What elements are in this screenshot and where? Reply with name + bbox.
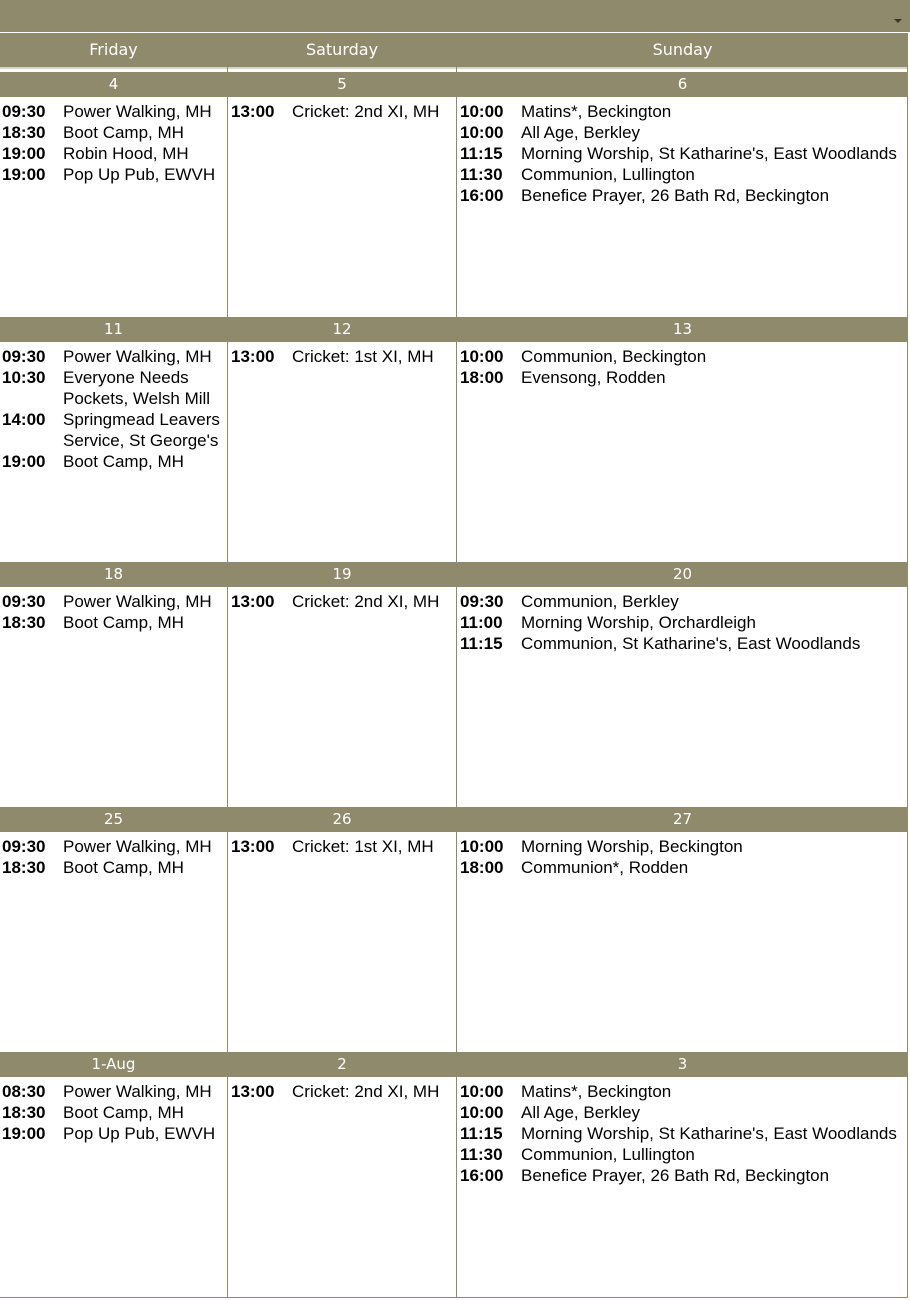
event-title: Everyone Needs Pockets, Welsh Mill	[63, 368, 211, 408]
calendar-event[interactable]	[228, 591, 456, 612]
date-label: 26	[228, 807, 456, 832]
calendar-event[interactable]	[0, 346, 227, 367]
event-time: 19:00	[2, 144, 46, 163]
date-label: 1-Aug	[0, 1052, 227, 1077]
event-time: 09:30	[2, 837, 46, 856]
day-cell	[228, 342, 456, 562]
date-label: 12	[228, 317, 456, 342]
event-title: Robin Hood, MH	[63, 144, 189, 163]
event-time: 13:00	[231, 837, 275, 856]
date-label: 18	[0, 562, 227, 587]
day-cell	[228, 587, 456, 807]
event-title: Communion, Berkley	[521, 592, 679, 611]
day-cell	[0, 1077, 227, 1297]
calendar-event[interactable]	[457, 164, 907, 185]
event-title: Pop Up Pub, EWVH	[63, 1124, 216, 1143]
calendar-event[interactable]	[457, 1165, 907, 1186]
day-cell	[457, 97, 907, 317]
event-time: 09:30	[2, 592, 46, 611]
event-title: Boot Camp, MH	[63, 613, 184, 632]
event-title: Cricket: 2nd XI, MH	[292, 1082, 440, 1101]
event-time: 13:00	[231, 1082, 275, 1101]
event-title: Power Walking, MH	[63, 1082, 212, 1101]
calendar-event[interactable]	[457, 1123, 907, 1144]
event-title: Boot Camp, MH	[63, 858, 184, 877]
event-title: Springmead Leavers Service, St George's	[63, 410, 220, 450]
date-label: 5	[228, 72, 456, 97]
calendar-event[interactable]	[228, 1081, 456, 1102]
event-time: 11:30	[460, 165, 503, 184]
calendar-event[interactable]	[0, 122, 227, 143]
calendar-event[interactable]	[228, 836, 456, 857]
calendar-event[interactable]	[0, 1123, 227, 1144]
event-title: Boot Camp, MH	[63, 123, 184, 142]
event-title: Pop Up Pub, EWVH	[63, 165, 216, 184]
event-time: 19:00	[2, 1124, 46, 1143]
event-title: Morning Worship, Beckington	[521, 837, 743, 856]
event-time: 11:15	[460, 144, 503, 163]
event-time: 10:30	[2, 368, 46, 387]
event-title: Benefice Prayer, 26 Bath Rd, Beckington	[521, 186, 830, 205]
calendar-event[interactable]	[457, 1102, 907, 1123]
event-title: Cricket: 2nd XI, MH	[292, 592, 440, 611]
day-cell	[0, 587, 227, 807]
day-cell	[457, 342, 907, 562]
day-cell	[0, 342, 227, 562]
day-header-friday: Friday	[0, 33, 227, 67]
event-time: 13:00	[231, 592, 275, 611]
calendar-event[interactable]	[457, 101, 907, 122]
date-label: 11	[0, 317, 227, 342]
event-time: 16:00	[460, 1166, 504, 1185]
top-toolbar	[0, 0, 910, 32]
event-time: 10:00	[460, 102, 504, 121]
event-title: Matins*, Beckington	[521, 102, 672, 121]
calendar-event[interactable]	[0, 1102, 227, 1123]
day-cell	[0, 832, 227, 1052]
day-cell	[457, 587, 907, 807]
calendar-event[interactable]	[228, 101, 456, 122]
event-time: 14:00	[2, 410, 46, 429]
day-header-saturday: Saturday	[228, 33, 456, 67]
event-title: Benefice Prayer, 26 Bath Rd, Beckington	[521, 1166, 830, 1185]
event-time: 11:30	[460, 1145, 503, 1164]
event-title: Evensong, Rodden	[521, 368, 666, 387]
event-time: 18:30	[2, 858, 46, 877]
dropdown-arrow-icon[interactable]	[894, 19, 902, 23]
event-time: 09:30	[2, 102, 46, 121]
day-cell	[228, 97, 456, 317]
event-time: 19:00	[2, 165, 46, 184]
event-time: 18:30	[2, 613, 46, 632]
calendar-event[interactable]	[0, 367, 227, 409]
calendar-event[interactable]	[457, 612, 907, 633]
event-time: 13:00	[231, 102, 275, 121]
calendar-event[interactable]	[0, 612, 227, 633]
calendar-event[interactable]	[457, 143, 907, 164]
day-cell	[457, 1077, 907, 1297]
calendar-event[interactable]	[0, 409, 227, 451]
event-title: All Age, Berkley	[521, 1103, 641, 1122]
date-label: 3	[457, 1052, 908, 1077]
event-time: 18:30	[2, 123, 46, 142]
date-label: 20	[457, 562, 908, 587]
day-cell	[228, 832, 456, 1052]
date-label: 25	[0, 807, 227, 832]
event-time: 11:15	[460, 1124, 503, 1143]
event-time: 09:30	[2, 347, 46, 366]
calendar-event[interactable]	[457, 857, 907, 878]
calendar-event[interactable]	[457, 836, 907, 857]
column-divider	[227, 33, 228, 1298]
day-cell	[457, 832, 907, 1052]
event-title: Power Walking, MH	[63, 102, 212, 121]
calendar-event[interactable]	[457, 346, 907, 367]
event-title: Cricket: 2nd XI, MH	[292, 102, 440, 121]
day-header-sunday: Sunday	[457, 33, 908, 67]
calendar-event[interactable]	[0, 451, 227, 472]
event-time: 10:00	[460, 1103, 504, 1122]
event-title: Boot Camp, MH	[63, 452, 184, 471]
event-time: 11:00	[460, 613, 503, 632]
event-title: Communion, Lullington	[521, 1145, 695, 1164]
event-title: All Age, Berkley	[521, 123, 641, 142]
calendar-event[interactable]	[0, 101, 227, 122]
calendar-event[interactable]	[457, 185, 907, 206]
event-time: 18:00	[460, 368, 504, 387]
calendar-event[interactable]	[457, 1081, 907, 1102]
date-label: 6	[457, 72, 908, 97]
day-cell	[228, 1077, 456, 1297]
calendar-event[interactable]	[228, 346, 456, 367]
calendar-event[interactable]	[0, 143, 227, 164]
event-title: Boot Camp, MH	[63, 1103, 184, 1122]
event-title: Morning Worship, Orchardleigh	[521, 613, 756, 632]
event-title: Morning Worship, St Katharine's, East Woodlands	[521, 1124, 897, 1143]
calendar-event[interactable]	[457, 591, 907, 612]
calendar-event[interactable]	[457, 122, 907, 143]
date-label: 4	[0, 72, 227, 97]
event-title: Power Walking, MH	[63, 592, 212, 611]
event-title: Power Walking, MH	[63, 837, 212, 856]
column-divider	[456, 33, 457, 1298]
date-label: 27	[457, 807, 908, 832]
event-title: Power Walking, MH	[63, 347, 212, 366]
event-time: 19:00	[2, 452, 46, 471]
event-title: Cricket: 1st XI, MH	[292, 837, 434, 856]
calendar-event[interactable]	[457, 633, 907, 654]
date-label: 2	[228, 1052, 456, 1077]
event-title: Matins*, Beckington	[521, 1082, 672, 1101]
event-time: 09:30	[460, 592, 504, 611]
event-time: 13:00	[231, 347, 275, 366]
event-title: Cricket: 1st XI, MH	[292, 347, 434, 366]
event-title: Communion, St Katharine's, East Woodlands	[521, 634, 861, 653]
event-title: Communion, Lullington	[521, 165, 695, 184]
calendar-event[interactable]	[457, 367, 907, 388]
event-time: 10:00	[460, 1082, 504, 1101]
date-label: 19	[228, 562, 456, 587]
day-cell	[0, 97, 227, 317]
event-time: 08:30	[2, 1082, 46, 1101]
event-title: Morning Worship, St Katharine's, East Woodlands	[521, 144, 897, 163]
event-time: 10:00	[460, 837, 504, 856]
grid-bottom-border	[0, 1297, 908, 1298]
event-time: 11:15	[460, 634, 503, 653]
date-label: 13	[457, 317, 908, 342]
calendar-event[interactable]	[0, 857, 227, 878]
event-time: 10:00	[460, 123, 504, 142]
event-time: 10:00	[460, 347, 504, 366]
column-divider	[907, 33, 908, 1298]
header-divider-gap	[0, 69, 908, 71]
event-time: 18:00	[460, 858, 504, 877]
calendar-event[interactable]	[0, 1081, 227, 1102]
event-time: 18:30	[2, 1103, 46, 1122]
calendar-event[interactable]	[0, 164, 227, 185]
event-title: Communion*, Rodden	[521, 858, 689, 877]
event-time: 16:00	[460, 186, 504, 205]
calendar-event[interactable]	[0, 591, 227, 612]
calendar-event[interactable]	[0, 836, 227, 857]
calendar-event[interactable]	[457, 1144, 907, 1165]
event-title: Communion, Beckington	[521, 347, 707, 366]
